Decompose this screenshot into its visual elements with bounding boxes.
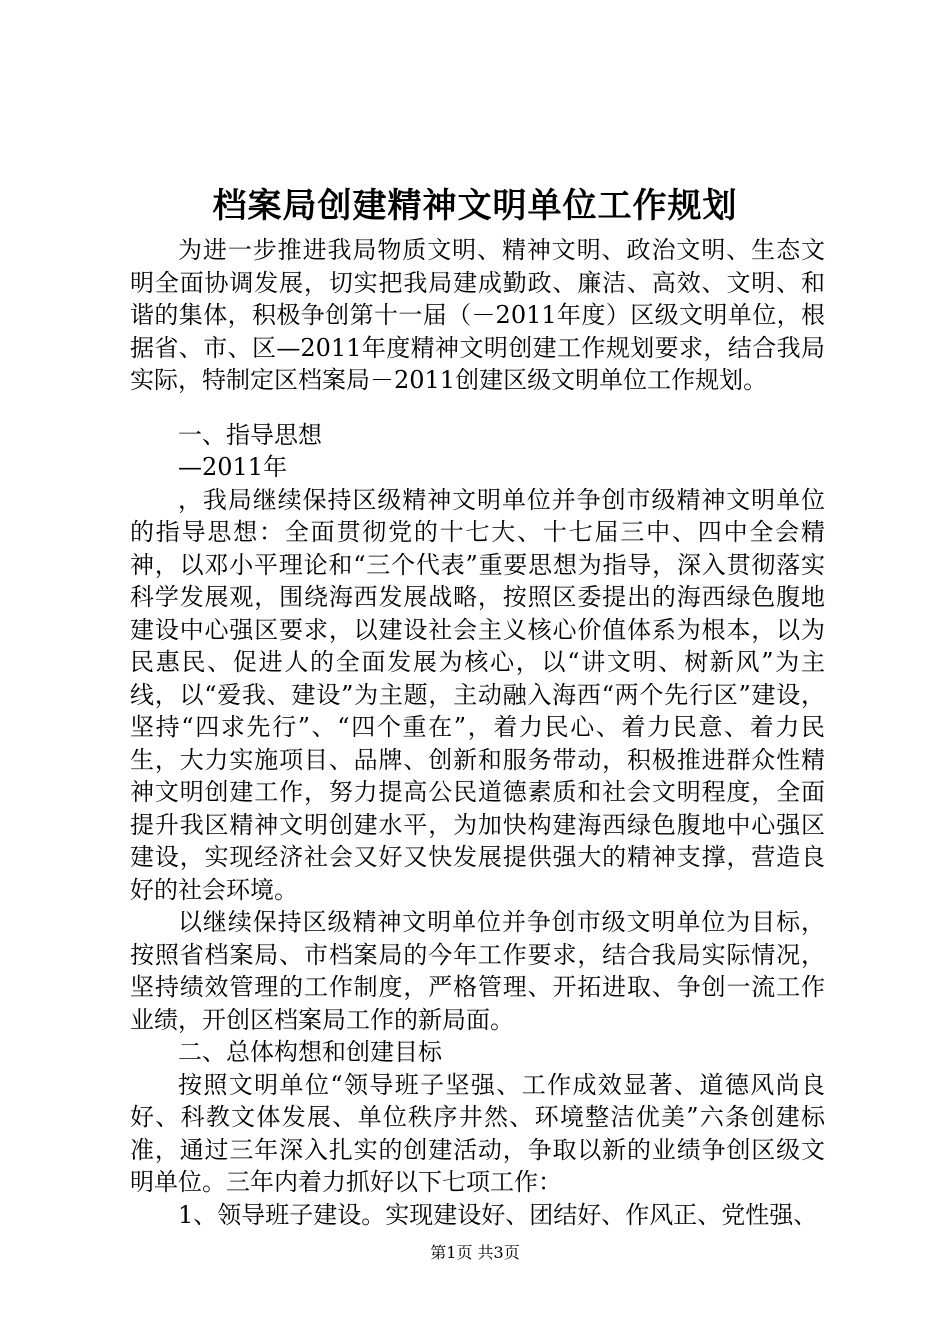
page-number-footer: 第1页 共3页 xyxy=(430,1243,520,1262)
goal-paragraph: 以继续保持区级精神文明单位并争创市级文明单位为目标，按照省档案局、市档案局的今年工作要求，结合我局实际情况，坚持绩效管理的工作制度，严格管理、开拓进取、争创一流工作业绩，开创区档案局工作的新局面。 xyxy=(130,908,825,1034)
item-leadership-paragraph: 1、领导班子建设。实现建设好、团结好、作风正、党性强、 xyxy=(178,1200,818,1229)
year-range-line: —2011年 xyxy=(178,453,288,481)
guiding-ideology-paragraph: ，我局继续保持区级精神文明单位并争创市级精神文明单位的指导思想：全面贯彻党的十七大、十七届三中、四中全会精神，以邓小平理论和“三个代表”重要思想为指导，深入贯彻落实科学发展观，围绕海西发展战略，按照区委提出的海西绿色腹地建设中心强区要求，以建设社会主义核心价值体系为根本，以为民惠民、促进人的全面发展为核心，以“讲文明、树新风”为主线，以“爱我、建设”为主题，主动融入海西“两个先行区”建设，坚持“四求先行”、“四个重在”，着力民心、着力民意、着力民生，大力实施项目、品牌、创新和服务带动，积极推进群众性精神文明创建工作，努力提高公民道德素质和社会文明程度，全面提升我区精神文明创建水平，为加快构建海西绿色腹地中心强区建设，实现经济社会又好又快发展提供强大的精神支撑，营造良好的社会环境。 xyxy=(130,485,825,904)
standards-paragraph: 按照文明单位“领导班子坚强、工作成效显著、道德风尚良好、科教文体发展、单位秩序井然、环境整洁优美”六条创建标准，通过三年深入扎实的创建活动，争取以新的业绩争创区级文明单位。三年内着力抓好以下七项工作： xyxy=(130,1070,825,1196)
section-heading-overall-concept: 二、总体构想和创建目标 xyxy=(178,1038,442,1066)
document-body xyxy=(130,234,825,1231)
paragraph-spacer xyxy=(130,397,825,419)
document-title: 档案局创建精神文明单位工作规划 xyxy=(212,186,738,226)
intro-paragraph: 为进一步推进我局物质文明、精神文明、政治文明、生态文明全面协调发展，切实把我局建成勤政、廉洁、高效、文明、和谐的集体，积极争创第十一届（－2011年度）区级文明单位，根据省、市、区—2011年度精神文明创建工作规划要求，结合我局实际，特制定区档案局－2011创建区级文明单位工作规划。 xyxy=(130,236,825,394)
section-heading-guiding-ideology: 一、指导思想 xyxy=(178,420,322,449)
